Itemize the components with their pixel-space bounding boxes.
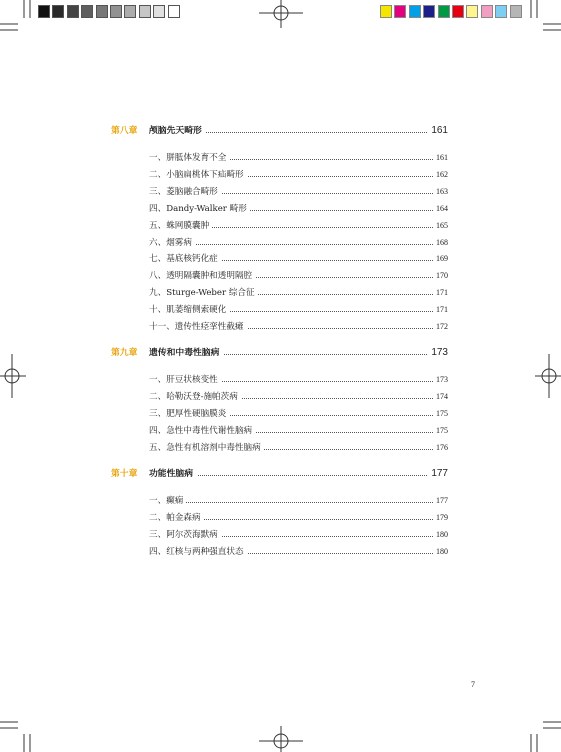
section-title: 五、蛛网膜囊肿	[149, 219, 212, 233]
section-page-number: 171	[433, 303, 448, 317]
section-entry	[0, 494, 561, 508]
chapter-page-number: 177	[428, 467, 448, 481]
page-number: 7	[471, 680, 475, 689]
chapter-page-number: 161	[428, 124, 448, 138]
section-entry	[0, 303, 561, 317]
section-entry	[0, 390, 561, 404]
section-title: 四、Dandy-Walker 畸形	[149, 202, 250, 216]
section-page-number: 172	[433, 320, 448, 334]
section-title: 七、基底核钙化症	[149, 252, 221, 266]
section-title: 三、肥厚性硬脑膜炎	[149, 407, 229, 421]
section-entry	[0, 424, 561, 438]
chapter-number: 第十章	[111, 469, 138, 479]
section-entry	[0, 441, 561, 455]
section-page-number: 171	[433, 286, 448, 300]
section-title: 十、肌萎缩侧索硬化	[149, 303, 229, 317]
section-entry	[0, 320, 561, 334]
section-title: 二、帕金森病	[149, 511, 204, 525]
section-page-number: 170	[433, 269, 448, 283]
section-entry	[0, 511, 561, 525]
section-title: 八、透明隔囊肿和透明隔腔	[149, 269, 255, 283]
section-entry	[0, 202, 561, 216]
section-title: 三、菱脑融合畸形	[149, 185, 221, 199]
section-entry	[0, 373, 561, 387]
chapter-title: 功能性脑病	[149, 467, 197, 481]
section-page-number: 164	[433, 202, 448, 216]
section-page-number: 174	[433, 390, 448, 404]
section-title: 六、烟雾病	[149, 236, 195, 250]
chapter-entry	[0, 467, 561, 481]
section-page-number: 162	[433, 168, 448, 182]
section-page-number: 173	[433, 373, 448, 387]
section-page-number: 161	[433, 151, 448, 165]
chapter-title: 遗传和中毒性脑病	[149, 346, 223, 360]
section-title: 一、胼胝体发育不全	[149, 151, 229, 165]
section-title: 九、Sturge-Weber 综合征	[149, 286, 258, 300]
section-entry	[0, 236, 561, 250]
section-title: 四、红核与两种强直状态	[149, 545, 247, 559]
section-entry	[0, 151, 561, 165]
section-entry	[0, 407, 561, 421]
chapter-number: 第九章	[111, 348, 138, 358]
chapter-entry	[0, 124, 561, 138]
section-page-number: 180	[433, 545, 448, 559]
section-entry	[0, 545, 561, 559]
section-page-number: 179	[433, 511, 448, 525]
section-title: 二、哈勒沃登-施帕茨病	[149, 390, 241, 404]
chapter-entry	[0, 346, 561, 360]
chapter-page-number: 173	[428, 346, 448, 360]
section-entry	[0, 168, 561, 182]
registration-target-bottom	[259, 726, 303, 752]
chapter-title: 颅脑先天畸形	[149, 124, 206, 138]
leader-dots	[149, 502, 433, 503]
section-title: 二、小脑扁桃体下疝畸形	[149, 168, 247, 182]
section-title: 四、急性中毒性代谢性脑病	[149, 424, 255, 438]
section-title: 十一、遗传性痉挛性截瘫	[149, 320, 247, 334]
section-entry	[0, 219, 561, 233]
section-page-number: 163	[433, 185, 448, 199]
section-title: 一、癫痫	[149, 494, 186, 508]
section-page-number: 165	[433, 219, 448, 233]
section-page-number: 175	[433, 407, 448, 421]
section-title: 三、阿尔茨海默病	[149, 528, 221, 542]
section-entry	[0, 286, 561, 300]
section-entry	[0, 252, 561, 266]
section-title: 五、急性有机溶剂中毒性脑病	[149, 441, 264, 455]
section-page-number: 169	[433, 252, 448, 266]
section-entry	[0, 269, 561, 283]
section-page-number: 177	[433, 494, 448, 508]
section-page-number: 180	[433, 528, 448, 542]
section-page-number: 176	[433, 441, 448, 455]
section-title: 一、肝豆状核变性	[149, 373, 221, 387]
chapter-number: 第八章	[111, 126, 138, 136]
section-page-number: 168	[433, 236, 448, 250]
registration-target-top	[259, 0, 303, 28]
section-entry	[0, 185, 561, 199]
section-entry	[0, 528, 561, 542]
section-page-number: 175	[433, 424, 448, 438]
